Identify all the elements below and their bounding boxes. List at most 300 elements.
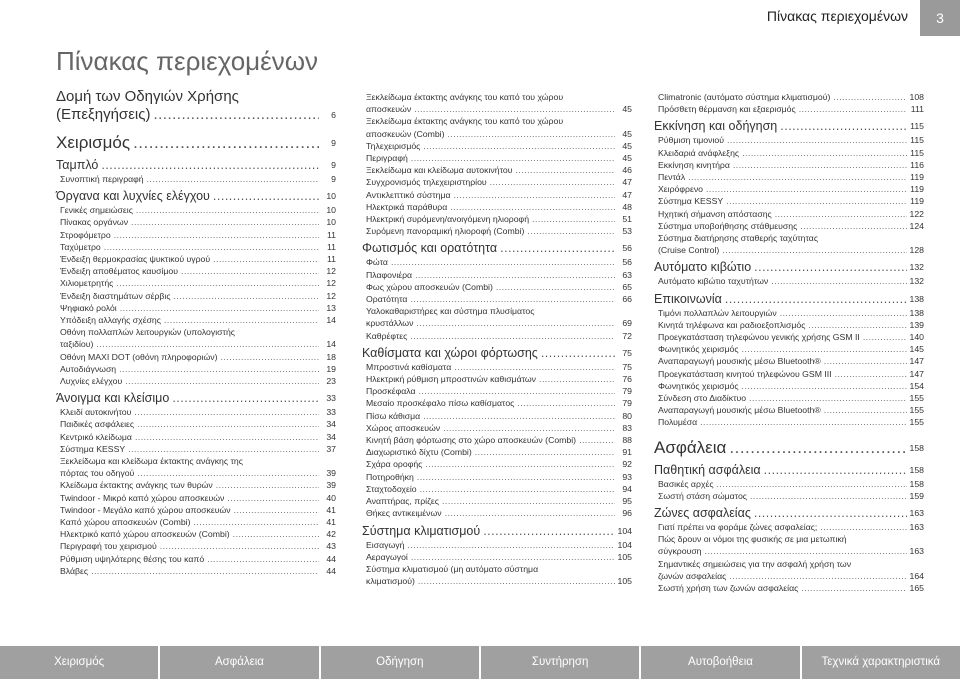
toc-entry[interactable]	[362, 434, 632, 446]
toc-page-number: 51	[622, 214, 632, 225]
toc-entry[interactable]	[654, 478, 924, 490]
toc-page-number: 13	[326, 302, 336, 313]
toc-page-number: 158	[909, 464, 924, 475]
dot-leader	[717, 478, 907, 490]
toc-entry[interactable]	[362, 293, 632, 305]
toc-entry-title: Οθόνη πολλαπλών λειτουργιών (υπολογιστής	[60, 327, 235, 338]
toc-entry[interactable]	[654, 558, 924, 582]
toc-entry[interactable]	[362, 422, 632, 434]
toc-entry-title: Άνοιγμα και κλείσιμο	[56, 391, 170, 406]
toc-entry-title: Αυτοδιάγνωση	[60, 363, 117, 374]
dot-leader	[128, 443, 319, 455]
toc-entry[interactable]	[654, 331, 924, 343]
dot-leader	[833, 91, 906, 103]
dot-leader	[137, 418, 319, 430]
toc-entry-title: ταξιδίου)	[60, 339, 94, 350]
dot-leader	[423, 410, 615, 422]
toc-page-number: 41	[326, 504, 336, 515]
toc-entry-title: Ηχητική σήμανση απόστασης	[658, 208, 772, 219]
dot-leader	[172, 390, 319, 406]
toc-entry[interactable]	[56, 216, 336, 228]
toc-entry[interactable]	[56, 431, 336, 443]
toc-entry[interactable]	[56, 253, 336, 265]
toc-section-heading[interactable]	[362, 240, 632, 256]
toc-entry-title: Τηλεχειρισμός	[366, 140, 421, 151]
toc-entry[interactable]	[56, 504, 336, 516]
toc-page-number: 158	[909, 442, 924, 453]
dot-leader	[733, 159, 907, 171]
toc-entry-title: Παιδικές ασφάλειες	[60, 419, 135, 430]
toc-entry[interactable]	[654, 490, 924, 502]
toc-page-number: 115	[910, 121, 924, 132]
toc-entry[interactable]	[654, 103, 924, 115]
toc-entry-title: Προσκέφαλα	[366, 386, 416, 397]
toc-entry-title: Προεγκατάσταση τηλεφώνου γενικής χρήσης GSM II	[658, 332, 860, 343]
toc-entry[interactable]	[362, 446, 632, 458]
toc-entry[interactable]	[362, 164, 632, 176]
toc-entry[interactable]	[56, 229, 336, 241]
toc-entry-title: Περιγραφή του χειρισμού	[60, 541, 157, 552]
toc-entry[interactable]	[56, 290, 336, 302]
toc-entry[interactable]	[56, 479, 336, 491]
toc-page-number: 9	[331, 138, 336, 148]
toc-page-number: 9	[331, 160, 336, 170]
toc-entry[interactable]	[654, 183, 924, 195]
toc-entry[interactable]	[654, 319, 924, 331]
toc-page-number: 132	[909, 276, 924, 287]
toc-entry[interactable]	[56, 406, 336, 418]
page-header	[0, 0, 960, 36]
toc-page-number: 39	[326, 480, 336, 491]
toc-entry-title: Σύστημα υποβοήθησης στάθμευσης	[658, 220, 798, 231]
toc-entry[interactable]	[56, 455, 336, 479]
toc-entry-title: ζωνών ασφαλείας	[658, 570, 727, 581]
toc-entry[interactable]	[654, 91, 924, 103]
toc-entry-title: Πεντάλ	[658, 172, 686, 183]
dot-leader	[527, 225, 615, 237]
dot-leader	[420, 483, 615, 495]
toc-page-number: 66	[622, 294, 632, 305]
toc-entry-title: Αναπτήρας, πρίζες	[366, 496, 439, 507]
dot-leader	[407, 539, 614, 551]
toc-entry-title: Twindoor - Μεγάλο καπό χώρου αποσκευών	[60, 504, 231, 515]
toc-entry[interactable]	[362, 152, 632, 164]
toc-entry[interactable]	[56, 351, 336, 363]
toc-entry-title: κλιματισμού)	[366, 576, 415, 587]
toc-page-number: 104	[617, 525, 632, 536]
toc-entry[interactable]	[56, 265, 336, 277]
toc-entry-title: Σωστή χρήση των ζωνών ασφαλείας	[658, 583, 799, 594]
toc-entry[interactable]	[362, 213, 632, 225]
toc-page-number: 45	[622, 104, 632, 115]
toc-entry-title: Θήκες αντικειμένων	[366, 508, 442, 519]
toc-entry[interactable]	[56, 540, 336, 552]
toc-entry-title: Εκκίνηση κινητήρα	[658, 159, 730, 170]
toc-entry[interactable]	[362, 483, 632, 495]
dot-leader	[700, 416, 906, 428]
toc-page-number: 155	[909, 405, 924, 416]
toc-entry[interactable]	[654, 220, 924, 232]
toc-entry[interactable]	[362, 385, 632, 397]
toc-entry-title: Κινητή βάση φόρτωσης στο χώρο αποσκευών (Combi)	[366, 435, 577, 446]
toc-page-number: 14	[326, 339, 336, 350]
toc-entry[interactable]	[362, 458, 632, 470]
toc-entry[interactable]	[654, 355, 924, 367]
toc-page-number: 154	[909, 380, 924, 391]
toc-entry[interactable]	[362, 471, 632, 483]
toc-entry-title: Αναπαραγωγή μουσικής μέσω Bluetooth®	[658, 405, 821, 416]
toc-entry[interactable]	[654, 533, 924, 557]
toc-entry-title: Υαλοκαθαριστήρες και σύστημα πλυσίματος	[366, 306, 535, 317]
toc-page-number: 155	[909, 393, 924, 404]
toc-entry[interactable]	[654, 521, 924, 533]
header-title: Πίνακας περιεχομένων	[766, 8, 908, 24]
toc-entry[interactable]	[654, 380, 924, 392]
toc-entry[interactable]	[362, 115, 632, 139]
toc-entry-title: Πίνακας οργάνων	[60, 217, 129, 228]
toc-entry[interactable]	[362, 539, 632, 551]
dot-leader	[419, 385, 615, 397]
toc-entry-title: Ορατότητα	[366, 294, 408, 305]
footer-tab[interactable]: Τεχνικά χαρακτηριστικά	[821, 656, 941, 668]
toc-entry-title: Παθητική ασφάλεια	[654, 462, 761, 477]
toc-entry-title: Αυτόματο κιβώτιο	[654, 260, 752, 275]
toc-entry[interactable]	[654, 134, 924, 146]
toc-entry-title: Βλάβες	[60, 565, 89, 576]
dot-leader	[174, 290, 319, 302]
toc-entry-title: Συρόμενη πανοραμική ηλιοροφή (Combi)	[366, 226, 525, 237]
footer-tab[interactable]: Συντήρηση	[481, 646, 641, 679]
toc-page-number: 34	[326, 419, 336, 430]
toc-page-number: 10	[326, 205, 336, 216]
toc-entry-title: Ηλεκτρικά παράθυρα	[366, 201, 448, 212]
toc-entry[interactable]	[654, 232, 924, 256]
toc-entry-title: αποσκευών	[366, 104, 412, 115]
toc-entry[interactable]	[362, 397, 632, 409]
toc-entry-title: Ένδειξη θερμοκρασίας ψυκτικού υγρού	[60, 254, 211, 265]
toc-page-number: 128	[909, 245, 924, 256]
dot-leader	[135, 431, 319, 443]
toc-entry[interactable]	[56, 277, 336, 289]
toc-entry[interactable]	[362, 410, 632, 422]
page-number: 3	[920, 0, 960, 36]
toc-entry-title: Καθίσματα και χώροι φόρτωσης	[362, 345, 538, 360]
toc-page-number: 93	[622, 471, 632, 482]
dot-leader	[764, 462, 907, 478]
toc-entry[interactable]	[56, 516, 336, 528]
toc-entry-title: Ζώνες ασφαλείας	[654, 506, 751, 521]
toc-section-heading[interactable]	[654, 259, 924, 275]
dot-leader	[539, 373, 615, 385]
toc-entry-title: Ταμπλό	[56, 158, 99, 172]
toc-page-number: 165	[909, 583, 924, 594]
toc-page-number: 95	[622, 496, 632, 507]
toc-entry[interactable]	[362, 373, 632, 385]
dot-leader	[801, 582, 906, 594]
toc-page-number: 48	[622, 201, 632, 212]
dot-leader	[233, 528, 319, 540]
toc-entry[interactable]	[56, 173, 336, 185]
toc-entry-title: Σύστημα KESSY	[60, 443, 126, 454]
dot-leader	[207, 553, 319, 565]
toc-entry-title: Φωτισμός και ορατότητα	[362, 241, 498, 256]
toc-page-number: 42	[326, 529, 336, 540]
toc-entry[interactable]	[56, 241, 336, 253]
toc-entry-title: Κινητά τηλέφωνα και ραδιοεξοπλισμός	[658, 319, 806, 330]
toc-entry[interactable]	[56, 375, 336, 387]
page-title: Πίνακας περιεχομένων	[56, 46, 319, 76]
dot-leader	[133, 132, 319, 154]
toc-page-number: 139	[909, 319, 924, 330]
dot-leader	[134, 406, 319, 418]
toc-page-number: 11	[326, 254, 336, 265]
toc-entry[interactable]	[654, 582, 924, 594]
toc-entry[interactable]	[654, 416, 924, 428]
toc-entry-title: Διαχωριστικό δίχτυ (Combi)	[366, 447, 472, 458]
dot-leader	[705, 545, 907, 557]
toc-entry[interactable]	[362, 563, 632, 587]
toc-page-number: 105	[617, 551, 632, 562]
toc-page-number: 132	[909, 262, 924, 273]
toc-page-number: 96	[622, 508, 632, 519]
toc-entry[interactable]	[654, 147, 924, 159]
dot-leader	[775, 208, 907, 220]
toc-entry[interactable]	[362, 269, 632, 281]
toc-entry-title: Χώρος αποσκευών	[366, 422, 441, 433]
toc-entry[interactable]	[654, 208, 924, 220]
toc-section-heading[interactable]	[654, 291, 924, 307]
toc-page-number: 45	[622, 140, 632, 151]
dot-leader	[725, 291, 907, 307]
toc-entry[interactable]	[362, 225, 632, 237]
toc-entry-title: Συνοπτική περιγραφή	[60, 174, 144, 184]
toc-entry[interactable]	[362, 281, 632, 293]
dot-leader	[727, 134, 907, 146]
toc-page-number: 72	[622, 330, 632, 341]
toc-page-number: 94	[622, 483, 632, 494]
toc-page-number: 11	[326, 229, 336, 240]
toc-page-number: 108	[909, 92, 924, 102]
toc-entry[interactable]	[362, 201, 632, 213]
dot-leader	[808, 319, 906, 331]
dot-leader	[104, 241, 319, 253]
toc-page-number: 69	[622, 318, 632, 329]
toc-entry[interactable]	[654, 307, 924, 319]
toc-entry-title: Γενικές σημειώσεις	[60, 205, 133, 216]
dot-leader	[125, 375, 319, 387]
toc-page-number: 34	[326, 431, 336, 442]
footer-tab[interactable]: Ασφάλεια	[160, 646, 320, 679]
toc-page-number: 158	[909, 478, 924, 489]
toc-page-number: 37	[326, 443, 336, 454]
toc-entry[interactable]	[56, 326, 336, 350]
dot-leader	[729, 437, 906, 459]
dot-leader	[532, 213, 615, 225]
dot-leader	[863, 331, 907, 343]
dot-leader	[780, 118, 907, 134]
dot-leader	[771, 275, 906, 287]
toc-entry[interactable]	[56, 528, 336, 540]
toc-page-number: 79	[622, 398, 632, 409]
dot-leader	[410, 293, 615, 305]
toc-page-number: 47	[622, 177, 632, 188]
toc-entry-title: Φώτα	[366, 257, 388, 268]
dot-leader	[742, 380, 907, 392]
dot-leader	[101, 157, 319, 173]
dot-leader	[490, 176, 615, 188]
toc-entry[interactable]	[362, 140, 632, 152]
toc-entry[interactable]	[654, 368, 924, 380]
toc-page-number: 119	[910, 196, 924, 207]
dot-leader	[221, 351, 319, 363]
toc-entry[interactable]	[362, 495, 632, 507]
dot-leader	[447, 128, 615, 140]
toc-entry-title: Όργανα και λυχνίες ελέγχου	[56, 189, 210, 204]
toc-entry-title: Ποτηροθήκη	[366, 471, 414, 482]
toc-section-heading[interactable]	[362, 345, 632, 361]
dot-leader	[136, 204, 319, 216]
dot-leader	[445, 507, 615, 519]
toc-entry-title: Κλειδαριά ανάφλεξης	[658, 147, 740, 158]
toc-page-number: 75	[622, 347, 632, 358]
toc-page-number: 145	[909, 344, 924, 355]
toc-entry-title: Ψηφιακό ρολόι	[60, 302, 117, 313]
toc-entry-title: Αεραγωγοί	[366, 551, 408, 562]
toc-entry[interactable]	[56, 553, 336, 565]
toc-entry[interactable]	[56, 492, 336, 504]
toc-entry-title: Ξεκλείδωμα έκτακτης ανάγκης του καπό του χώρου	[366, 116, 564, 127]
toc-page-number: 39	[326, 468, 336, 479]
toc-section-heading[interactable]	[56, 188, 336, 204]
dot-leader	[706, 183, 907, 195]
toc-page-number: 19	[326, 363, 336, 374]
toc-entry-title: Φως χώρου αποσκευών (Combi)	[366, 281, 493, 292]
dot-leader	[475, 446, 615, 458]
toc-entry-title: Ηλεκτρικό καπό χώρου αποσκευών (Combi)	[60, 529, 230, 540]
toc-page-number: 116	[910, 159, 924, 170]
toc-entry-title: Χειρόφρενο	[658, 184, 703, 195]
dot-leader	[722, 244, 906, 256]
toc-entry[interactable]	[362, 507, 632, 519]
footer-tab[interactable]: Χειρισμός	[0, 646, 160, 679]
toc-entry[interactable]	[654, 195, 924, 207]
dot-leader	[120, 302, 319, 314]
toc-page-number: 163	[909, 508, 924, 519]
toc-entry-title: Οθόνη MAXI DOT (οθόνη πληροφοριών)	[60, 351, 218, 362]
toc-section-heading[interactable]	[56, 88, 336, 124]
toc-entry[interactable]	[56, 314, 336, 326]
toc-column-2	[362, 91, 632, 587]
toc-section-heading[interactable]	[654, 505, 924, 521]
toc-page-number: 164	[909, 570, 924, 581]
toc-entry-title: Υπόδειξη αλλαγής σχέσης	[60, 315, 161, 326]
toc-entry[interactable]	[362, 91, 632, 115]
toc-entry[interactable]	[654, 343, 924, 355]
toc-entry-title: Φωνητικός χειρισμός	[658, 344, 739, 355]
dot-leader	[114, 229, 319, 241]
toc-page-number: 124	[909, 220, 924, 231]
toc-section-heading[interactable]	[56, 390, 336, 406]
toc-entry[interactable]	[362, 551, 632, 563]
toc-page-number: 147	[909, 356, 924, 367]
dot-leader	[754, 259, 906, 275]
toc-page-number: 11	[326, 241, 336, 252]
footer-tab[interactable]: Αυτοβοήθεια	[641, 646, 801, 679]
toc-entry-title: Πολυμέσα	[658, 417, 698, 428]
toc-page-number: 10	[326, 191, 336, 202]
footer-tab[interactable]: Οδήγηση	[321, 646, 481, 679]
toc-entry[interactable]	[56, 302, 336, 314]
toc-entry-title: πόρτας του οδηγού	[60, 468, 135, 479]
toc-entry-title: Σύνδεση στο Διαδίκτυο	[658, 393, 747, 404]
toc-page-number: 65	[622, 281, 632, 292]
toc-entry[interactable]	[56, 418, 336, 430]
toc-page-number: 105	[617, 576, 632, 587]
toc-entry[interactable]	[362, 189, 632, 201]
toc-page-number: 119	[910, 184, 924, 195]
toc-entry[interactable]	[56, 363, 336, 375]
toc-entry-title: Χιλιομετρητής	[60, 278, 114, 289]
toc-entry[interactable]	[654, 159, 924, 171]
toc-entry-title: Κλειδί αυτοκινήτου	[60, 407, 132, 418]
toc-entry[interactable]	[362, 330, 632, 342]
dot-leader	[227, 492, 319, 504]
toc-entry-title: Μπροστινά καθίσματα	[366, 361, 452, 372]
toc-page-number: 12	[326, 266, 336, 277]
toc-page-number: 12	[326, 278, 336, 289]
dot-leader	[820, 521, 906, 533]
toc-entry[interactable]	[654, 404, 924, 416]
toc-page-number: 33	[326, 407, 336, 418]
toc-page-number: 45	[622, 153, 632, 164]
toc-page-number: 140	[909, 332, 924, 343]
toc-section-heading[interactable]	[654, 462, 924, 478]
toc-entry-title: (Cruise Control)	[658, 245, 720, 256]
toc-page-number: 119	[910, 172, 924, 183]
toc-entry-title: Ξεκλείδωμα και κλείδωμα έκτακτης ανάγκης της	[60, 456, 243, 467]
toc-entry-title: Ένδειξη αποθέματος καυσίμου	[60, 266, 179, 277]
toc-entry[interactable]	[654, 171, 924, 183]
toc-entry-title: Σημαντικές σημειώσεις για την ασφαλή χρήση των	[658, 558, 852, 569]
toc-page-number: 138	[909, 293, 924, 304]
toc-entry[interactable]	[56, 204, 336, 216]
toc-entry-title: Προεγκατάσταση κινητού τηλεφώνου GSM III	[658, 368, 832, 379]
toc-entry[interactable]	[362, 305, 632, 329]
toc-entry[interactable]	[56, 565, 336, 577]
toc-section-heading[interactable]	[56, 157, 336, 173]
dot-leader	[410, 330, 615, 342]
toc-entry-title: Ασφάλεια	[654, 437, 727, 457]
toc-entry[interactable]	[654, 392, 924, 404]
toc-column-1	[56, 88, 336, 577]
toc-page-number: 41	[326, 517, 336, 528]
toc-page-number: 44	[326, 565, 336, 576]
dot-leader	[754, 505, 907, 521]
toc-entry[interactable]	[654, 275, 924, 287]
dot-leader	[119, 363, 319, 375]
toc-section-heading[interactable]	[654, 118, 924, 134]
toc-section-heading[interactable]	[362, 523, 632, 539]
footer-nav	[0, 646, 960, 679]
toc-section-heading[interactable]	[56, 132, 336, 154]
toc-entry[interactable]	[362, 176, 632, 188]
toc-entry[interactable]	[362, 361, 632, 373]
dot-leader	[411, 152, 615, 164]
toc-section-heading[interactable]	[654, 437, 924, 459]
toc-entry[interactable]	[56, 443, 336, 455]
toc-entry[interactable]	[362, 256, 632, 268]
dot-leader	[153, 106, 319, 124]
